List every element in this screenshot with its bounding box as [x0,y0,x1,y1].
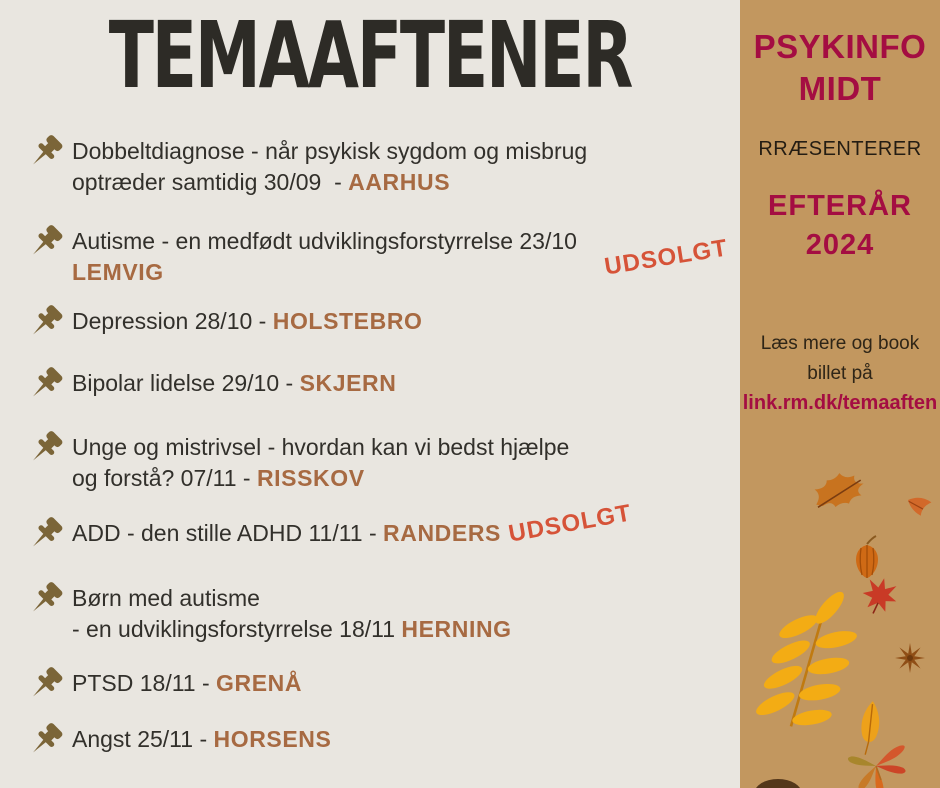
event-text-block [72,226,577,288]
pushpin-icon [26,134,66,174]
event-location: AARHUS [348,169,451,195]
event-location: LEMVIG [72,259,164,285]
season-title [740,187,940,265]
event-item-boern-autisme [26,583,738,645]
event-title: Bipolar lidelse 29/10 - [72,370,300,396]
physalis-icon [856,536,878,578]
event-location: HORSENS [213,726,332,752]
poster-title: TEMAAFTENER [108,2,632,109]
pushpin-icon [26,366,66,406]
event-location: SKJERN [299,370,397,396]
creeper-leaf-cluster-icon [847,743,907,788]
event-item-ptsd [26,668,738,706]
event-title: ADD - den stille ADHD 11/11 - [72,520,384,546]
event-location: HERNING [401,616,512,642]
season-line1: EFTERÅR [768,190,912,222]
event-item-bipolar [26,368,738,406]
oak-leaf-icon [810,468,867,511]
event-title: Dobbeltdiagnose - når psykisk sygdom og misbrug [72,138,588,164]
presents-text: RRÆSENTERER [758,138,922,160]
event-item-angst [26,724,738,762]
booking-link: link.rm.dk/temaaften [742,392,938,414]
maple-leaf-icon [859,574,901,618]
event-item-depression [26,306,738,344]
chestnut-icon [754,779,802,788]
pushpin-icon [26,666,66,706]
booking-info-line1: Læs mere og book [760,333,920,354]
event-text-block [72,724,331,755]
event-text-block [72,432,569,494]
event-location: RANDERS [383,520,501,546]
event-title: PTSD 18/11 - [72,670,217,696]
event-title: Angst 25/11 - [72,726,214,752]
event-item-add [26,499,738,556]
small-leaf-icon [905,494,932,517]
soldout-stamp: UDSOLGT [506,499,634,548]
booking-info [740,329,940,417]
star-anise-icon [895,643,925,673]
event-title: Unge og mistrivsel - hvordan kan vi bedst hjælpe [72,434,570,460]
event-location: HOLSTEBRO [272,308,423,334]
event-text-block [72,668,302,699]
rowan-leaf-icon [751,580,864,733]
event-item-autisme [26,226,738,288]
event-text-block [72,583,512,645]
pushpin-icon [26,722,66,762]
event-item-unge-mistrivsel [26,432,738,494]
season-line2: 2024 [805,229,875,261]
event-text-block [72,306,423,337]
event-item-dobbeltdiagnose [26,136,738,198]
event-title-cont: og forstå? 07/11 - [72,465,257,491]
pushpin-icon [26,304,66,344]
autumn-leaves-decoration [740,440,940,788]
booking-info-line2: billet på [807,363,873,384]
event-location: RISSKOV [256,465,365,491]
soldout-stamp: UDSOLGT [602,234,730,281]
event-title-cont: optræder samtidig 30/09 - [72,169,349,195]
sidebar [740,0,940,788]
event-title-cont: - en udviklingsforstyrrelse 18/11 [72,616,402,642]
pushpin-icon [26,516,66,556]
pushpin-icon [26,581,66,621]
brand-line2: MIDT [798,70,882,107]
pushpin-icon [26,430,66,470]
event-title: Depression 28/10 - [72,308,273,334]
brand-line1: PSYKINFO [753,28,927,65]
pushpin-icon [26,224,66,264]
event-text-block [72,136,587,198]
teardrop-leaf-icon [858,700,881,756]
event-title: Børn med autisme [72,585,260,611]
event-text-block [72,518,501,549]
event-text-block [72,368,396,399]
event-location: GRENÅ [216,670,303,696]
event-title: Autisme - en medfødt udviklingsforstyrrelse 23/10 [72,228,577,254]
brand-title [740,26,940,110]
